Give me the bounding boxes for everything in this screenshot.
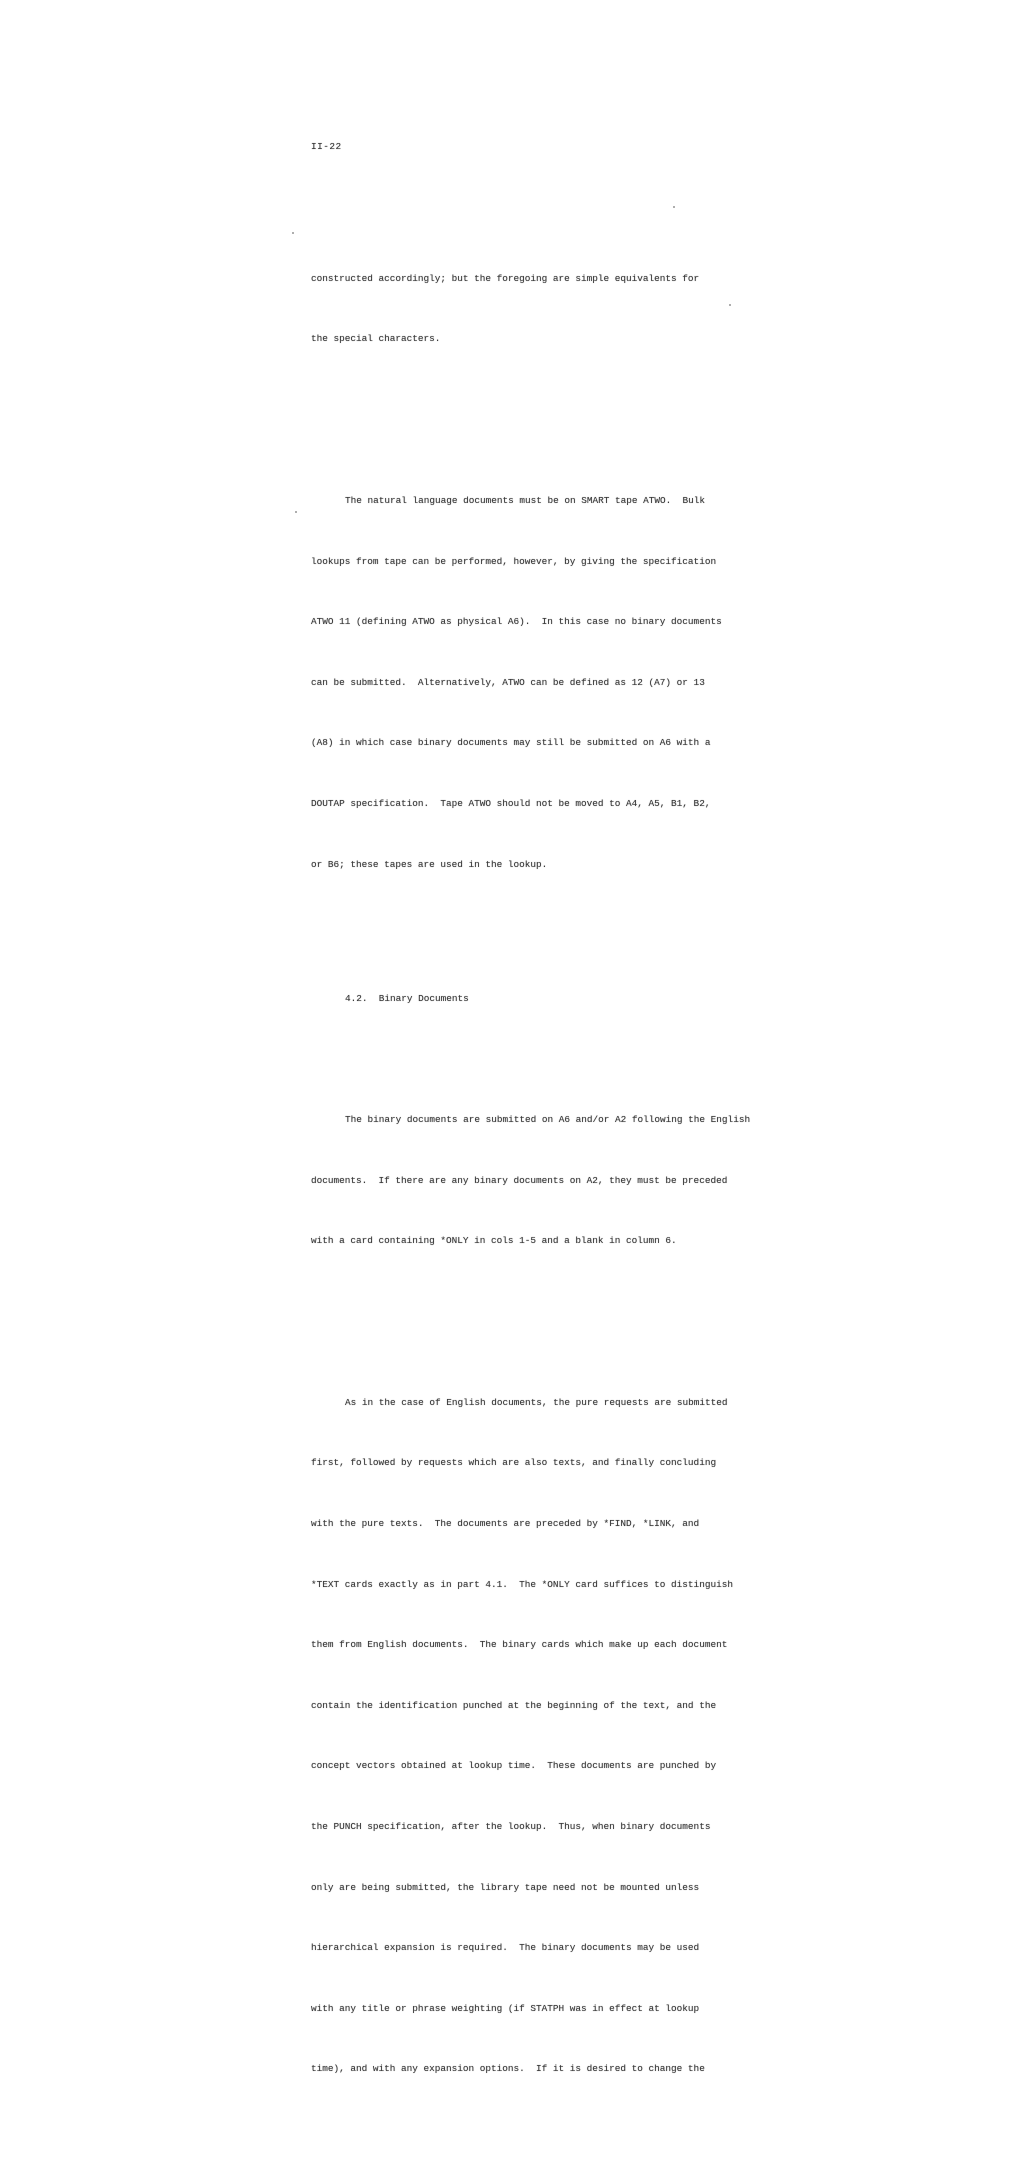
section-heading: 4.2. Binary Documents [345, 992, 469, 1004]
text-line: ATWO 11 (defining ATWO as physical A6). In this case no binary documents [311, 616, 722, 628]
text-line: can be submitted. Alternatively, ATWO can be defined as 12 (A7) or 13 [311, 676, 705, 688]
text-line: with any title or phrase weighting (if STATPH was in effect at lookup [311, 2002, 700, 2014]
text-line: with a card containing *ONLY in cols 1-5 and a blank in column 6. [311, 1235, 677, 1247]
text-line: the PUNCH specification, after the lookup. Thus, when binary documents [311, 1820, 711, 1832]
text-line: The natural language documents must be on SMART tape ATWO. Bulk [345, 495, 706, 507]
scan-speck [729, 304, 731, 306]
page-number: II-22 [311, 140, 342, 152]
text-line: only are being submitted, the library tape need not be mounted unless [311, 1881, 700, 1893]
typewritten-text-block [311, 76, 751, 2181]
paragraph [311, 1352, 751, 2120]
scan-speck [673, 206, 675, 208]
text-line: or B6; these tapes are used in the lookup. [311, 858, 548, 870]
text-line: first, followed by requests which are also texts, and finally concluding [311, 1457, 717, 1469]
scan-speck [292, 232, 294, 234]
text-line: contain the identification punched at the beginning of the text, and the [311, 1699, 717, 1711]
paragraph [311, 451, 751, 916]
paragraph [311, 1070, 751, 1292]
paragraph [311, 228, 751, 390]
text-line: them from English documents. The binary cards which make up each document [311, 1639, 728, 1651]
text-line: time), and with any expansion options. If it is desired to change the [311, 2063, 705, 2075]
text-line: The binary documents are submitted on A6 and/or A2 following the English [345, 1113, 751, 1125]
text-line: As in the case of English documents, the pure requests are submitted [345, 1396, 728, 1408]
scan-speck [295, 511, 297, 513]
text-line: lookups from tape can be performed, however, by giving the specification [311, 555, 717, 567]
text-line: (A8) in which case binary documents may still be submitted on A6 with a [311, 737, 711, 749]
text-line: the special characters. [311, 333, 441, 345]
text-line: documents. If there are any binary documents on A2, they must be preceded [311, 1174, 728, 1186]
text-line: *TEXT cards exactly as in part 4.1. The *ONLY card suffices to distinguish [311, 1578, 733, 1590]
text-line: with the pure texts. The documents are preceded by *FIND, *LINK, and [311, 1517, 700, 1529]
text-line: constructed accordingly; but the foregoing are simple equivalents for [311, 272, 700, 284]
text-line: hierarchical expansion is required. The binary documents may be used [311, 1942, 700, 1954]
text-line: DOUTAP specification. Tape ATWO should not be moved to A4, A5, B1, B2, [311, 797, 711, 809]
text-line: concept vectors obtained at lookup time. These documents are punched by [311, 1760, 717, 1772]
